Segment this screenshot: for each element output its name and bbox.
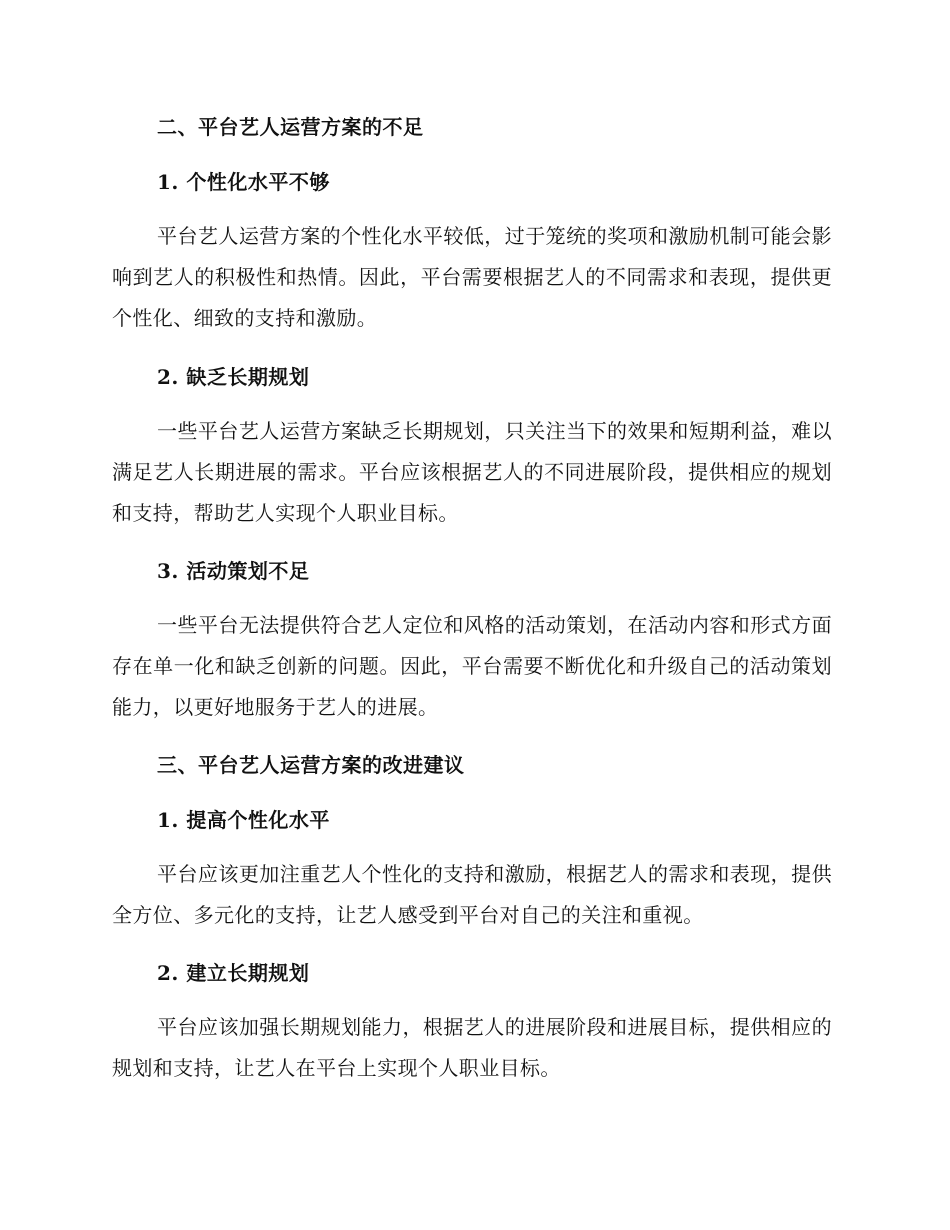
paragraph: 一些平台无法提供符合艺人定位和风格的活动策划，在活动内容和形式方面存在单一化和缺乏创新的问题。因此，平台需要不断优化和升级自己的活动策划能力，以更好地服务于艺人的进展。 xyxy=(112,613,832,719)
section-title: 二、平台艺人运营方案的不足 xyxy=(157,115,424,139)
section-title: 三、平台艺人运营方案的改进建议 xyxy=(157,753,465,777)
paragraph: 平台艺人运营方案的个性化水平较低，过于笼统的奖项和激励机制可能会影响到艺人的积极性和热情。因此，平台需要根据艺人的不同需求和表现，提供更个性化、细致的支持和激励。 xyxy=(112,224,832,330)
paragraph: 平台应该更加注重艺人个性化的支持和激励，根据艺人的需求和表现，提供全方位、多元化的支持，让艺人感受到平台对自己的关注和重视。 xyxy=(112,862,832,927)
subsection-heading: 3. 活动策划不足 xyxy=(157,559,310,583)
paragraph: 平台应该加强长期规划能力，根据艺人的进展阶段和进展目标，提供相应的规划和支持，让艺人在平台上实现个人职业目标。 xyxy=(112,1015,832,1080)
paragraph: 一些平台艺人运营方案缺乏长期规划，只关注当下的效果和短期利益，难以满足艺人长期进展的需求。平台应该根据艺人的不同进展阶段，提供相应的规划和支持，帮助艺人实现个人职业目标。 xyxy=(112,419,832,525)
subsection-heading: 1. 提高个性化水平 xyxy=(157,808,330,832)
subsection-heading: 2. 缺乏长期规划 xyxy=(157,365,310,389)
subsection-heading: 2. 建立长期规划 xyxy=(157,961,310,985)
subsection-heading: 1. 个性化水平不够 xyxy=(157,170,330,194)
